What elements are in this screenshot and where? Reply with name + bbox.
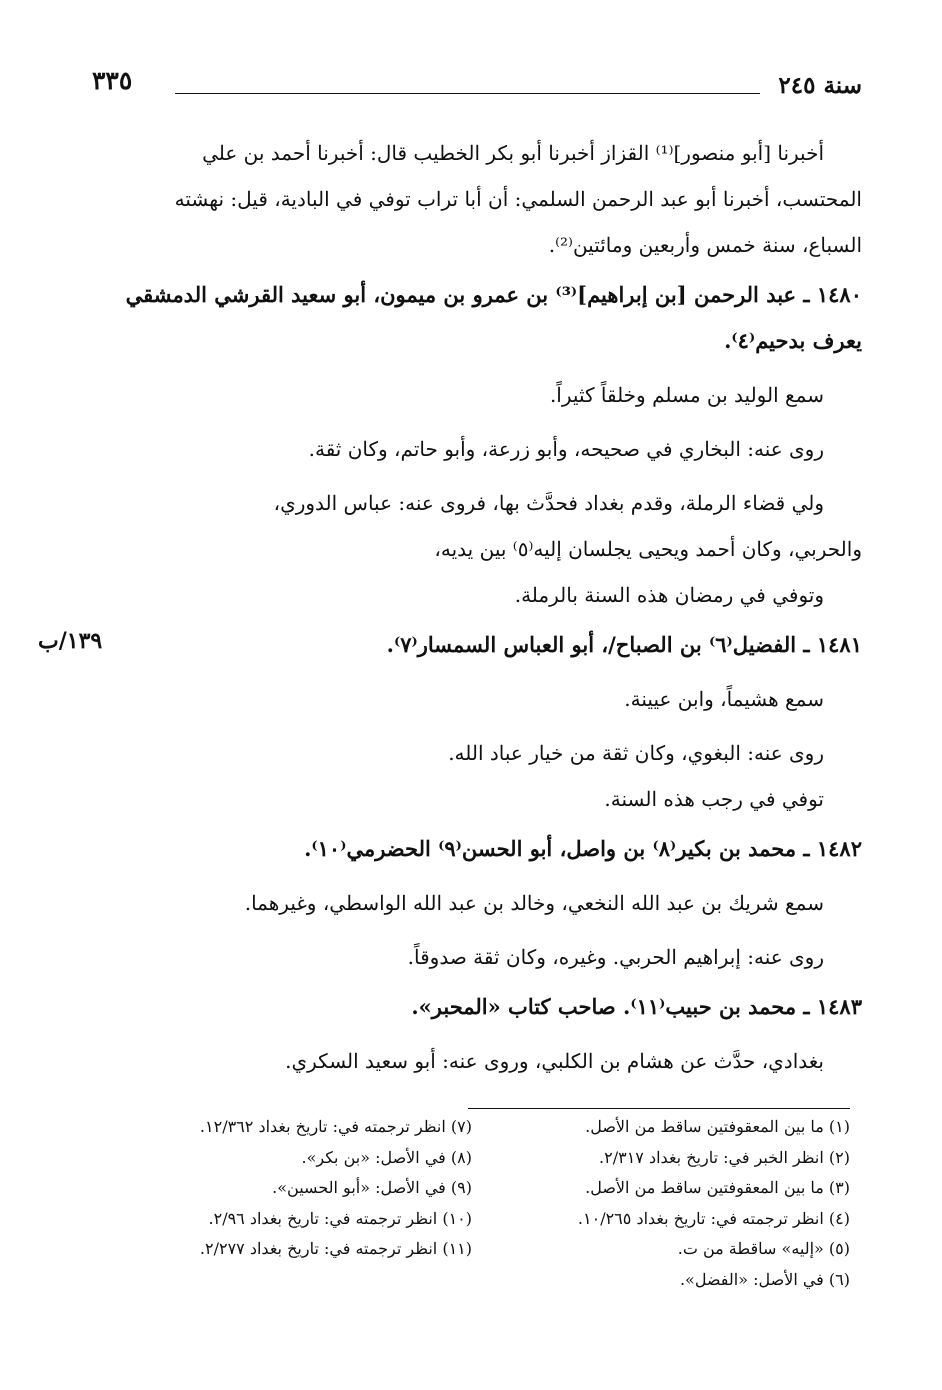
footnote-1: (١) ما بين المعقوفتين ساقط من الأصل. <box>585 1117 850 1136</box>
entry-1480-heading-line-1: ١٤٨٠ ـ عبد الرحمن [بن إبراهيم]⁽³⁾ بن عمرو بن ميمون، أبو سعيد القرشي الدمشقي <box>125 282 862 307</box>
entry-1482-narrators: روى عنه: إبراهيم الحربي. وغيره، وكان ثقة صدوقاً. <box>407 945 824 969</box>
intro-line-1: أخبرنا [أبو منصور]⁽¹⁾ القزاز أخبرنا أبو بكر الخطيب قال: أخبرنا أحمد بن علي <box>202 141 824 165</box>
footnote-2: (٢) انظر الخبر في: تاريخ بغداد ٢/٣١٧. <box>599 1147 850 1167</box>
footnote-rule <box>468 1108 850 1109</box>
intro-line-3: السباع، سنة خمس وأربعين ومائتين⁽²⁾. <box>548 233 862 257</box>
footnotes-column-right <box>530 1112 850 1295</box>
footnote-10: (١٠) انظر ترجمته في: تاريخ بغداد ٢/٩٦. <box>208 1208 472 1228</box>
entry-1480-heard: سمع الوليد بن مسلم وخلقاً كثيراً. <box>549 383 824 407</box>
running-header-year: سنة ٢٤٥ <box>778 72 862 99</box>
entry-1482-heading: ١٤٨٢ ـ محمد بن بكير⁽٨⁾ بن واصل، أبو الحسن⁽٩⁾ الحضرمي⁽١٠⁾. <box>304 836 862 861</box>
footnotes-column-left <box>142 1112 472 1265</box>
footnote-8: (٨) في الأصل: «بن بكر». <box>301 1147 472 1167</box>
footnote-6: (٦) في الأصل: «الفضل». <box>679 1269 850 1289</box>
intro-line-2: المحتسب، أخبرنا أبو عبد الرحمن السلمي: أن أبا تراب توفي في البادية، قيل: نهشته <box>174 187 862 211</box>
entry-1480-career-line-2: والحربي، وكان أحمد ويحيى يجلسان إليه⁽٥⁾ بين يديه، <box>434 537 862 561</box>
entry-1480-heading-line-2: يعرف بدحيم⁽٤⁾. <box>724 328 862 353</box>
entry-1483-bio: بغدادي، حدَّث عن هشام بن الكلبي، وروى عنه: أبو سعيد السكري. <box>285 1049 824 1073</box>
footnote-4: (٤) انظر ترجمته في: تاريخ بغداد ١٠/٢٦٥. <box>577 1208 850 1228</box>
footnote-3: (٣) ما بين المعقوفتين ساقط من الأصل. <box>585 1178 850 1197</box>
footnote-9: (٩) في الأصل: «أبو الحسين». <box>272 1178 472 1197</box>
page-number: ٣٣٥ <box>92 66 133 95</box>
entry-1481-narrators: روى عنه: البغوي، وكان ثقة من خيار عباد الله. <box>448 741 824 765</box>
header-rule <box>175 93 760 94</box>
entry-1480-narrators: روى عنه: البخاري في صحيحه، وأبو زرعة، وأبو حاتم، وكان ثقة. <box>308 437 824 461</box>
manuscript-folio-note: ١٣٩/ب <box>38 628 103 654</box>
footnote-7: (٧) انظر ترجمته في: تاريخ بغداد ١٢/٣٦٢. <box>199 1117 472 1136</box>
main-text <box>102 130 862 1084</box>
entry-1480-career-line-1: ولي قضاء الرملة، وقدم بغداد فحدَّث بها، فروى عنه: عباس الدوري، <box>273 491 824 515</box>
entry-1482-heard: سمع شريك بن عبد الله النخعي، وخالد بن عبد الله الواسطي، وغيرهما. <box>244 891 824 915</box>
entry-1483-heading: ١٤٨٣ ـ محمد بن حبيب⁽١١⁾. صاحب كتاب «المحبر». <box>411 994 862 1019</box>
entry-1481-heading: ١٤٨١ ـ الفضيل⁽٦⁾ بن الصباح/، أبو العباس السمسار⁽٧⁾. <box>386 632 862 657</box>
entry-1480-death: وتوفي في رمضان هذه السنة بالرملة. <box>514 583 824 607</box>
footnote-5: (٥) «إليه» ساقطة من ت. <box>677 1239 850 1258</box>
entry-1481-heard: سمع هشيماً، وابن عيينة. <box>624 687 824 711</box>
footnote-11: (١١) انظر ترجمته في: تاريخ بغداد ٢/٢٧٧. <box>199 1239 472 1258</box>
entry-1481-death: توفي في رجب هذه السنة. <box>604 787 824 811</box>
